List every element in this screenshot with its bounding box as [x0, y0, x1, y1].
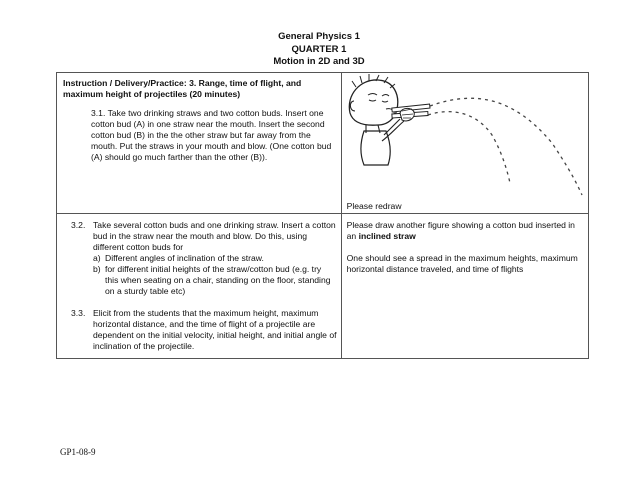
step-3-1-text: 3.1. Take two drinking straws and two cotton buds. Insert one cotton bud (A) in one straw near the mouth. Insert the second cotton bud (B) in the the other straw but far away from the mouth. Put the straws in your mouth and blow. (One cotton bud (A) should go much farther than the other (B)).: [91, 108, 332, 162]
notes-cell: [341, 214, 588, 359]
draw-instruction-emphasis: inclined straw: [358, 231, 416, 241]
figure-cell: [341, 73, 588, 214]
sub-item-label: b): [93, 264, 101, 274]
instruction-cell: [57, 73, 342, 214]
table-row: [57, 214, 589, 359]
sub-item-label: a): [93, 253, 101, 263]
step-3-2-text: Take several cotton buds and one drinking straw. Insert a cotton bud in the straw near the mouth and blow. Do this, using different cotton buds for: [93, 220, 336, 252]
step-3-2: [57, 220, 337, 297]
header-subject: General Physics 1: [278, 31, 360, 42]
sub-item-text: for different initial heights of the straw/cotton bud (e.g. try this when seating on a chair, standing on the floor, standing on a sturdy table etc): [105, 264, 331, 296]
draw-instruction: [347, 220, 582, 242]
step-3-3: [57, 308, 337, 352]
sub-item-b: [93, 264, 337, 297]
lesson-table: [56, 72, 589, 359]
header-topic: Motion in 2D and 3D: [273, 56, 365, 67]
figure-caption: Please redraw: [346, 201, 402, 211]
instruction-title: Instruction / Delivery/Practice: 3. Range, time of flight, and maximum height of projectiles (20 minutes): [63, 78, 302, 99]
page-code: GP1-08-9: [60, 447, 96, 457]
expected-observation: One should see a spread in the maximum heights, maximum horizontal distance traveled, and time of flights: [346, 253, 578, 274]
step-number: 3.3.: [71, 308, 86, 318]
header-quarter: QUARTER 1: [291, 43, 347, 55]
document-header: [0, 31, 638, 69]
sub-item-a: [93, 253, 337, 264]
boy-blowing-straw-illustration: [342, 73, 592, 201]
sub-item-text: Different angles of inclination of the straw.: [105, 253, 264, 263]
steps-cell: [57, 214, 342, 359]
draw-instruction-text: Please draw another figure showing a cotton bud inserted in an: [346, 220, 575, 241]
table-row: [57, 73, 589, 214]
step-3-3-text: Elicit from the students that the maximum height, maximum horizontal distance, and the time of flight of a projectile are dependent on the initial velocity, initial height, and initial angle of inclination of the projectile.: [93, 308, 337, 351]
step-number: 3.2.: [71, 220, 86, 230]
